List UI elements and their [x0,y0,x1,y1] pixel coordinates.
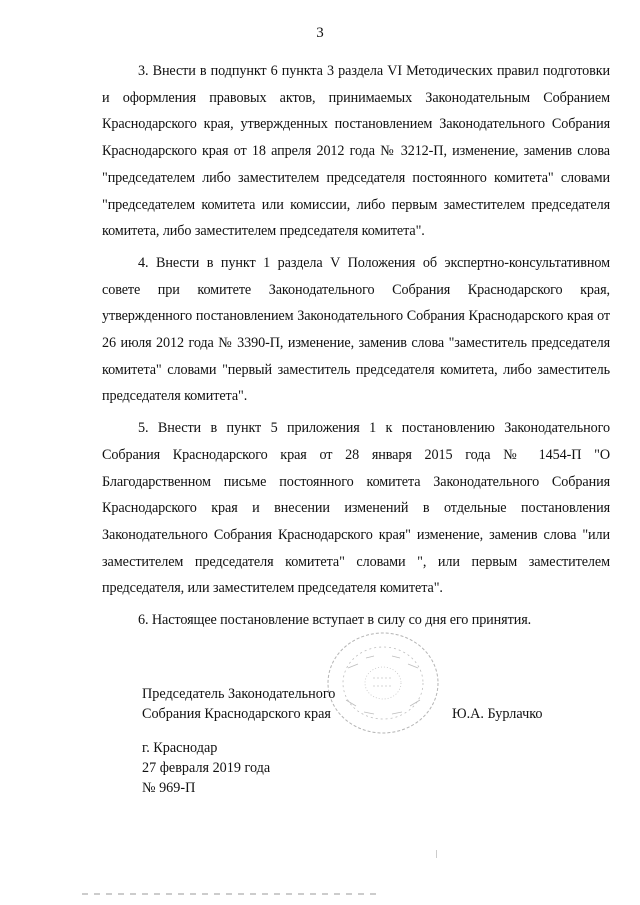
document-date: 27 февраля 2019 года [142,760,271,776]
paragraph-4: 4. Внести в пункт 1 раздела V Положения об экспертно-консультативном совете при комитете Законодательного Собрания Краснодарского края, утвержденного постановлением Законодательного Собрания Краснодарского края от 26 июля 2012 года № 3390-П, изменение, заменив слова "заместитель председателя комитета" словами "первый заместитель председателя комитета, либо заместитель председателя комитета". [102,254,610,405]
city: г. Краснодар [142,740,218,756]
document-body [102,58,610,639]
place-date-block [142,738,270,798]
signatory-name: Ю.А. Бурлачко [452,706,543,722]
signatory-title-line-1: Председатель Законодательного [142,686,336,702]
page-number: 3 [316,25,324,41]
paragraph-5: 5. Внести в пункт 5 приложения 1 к постановлению Законодательного Собрания Краснодарского края от 28 января 2015 года № 1454-П "О Благодарственном письме постоянного комитета Законодательного Собрания Краснодарского края и внесении изменений в отдельные постановления Законодательного Собрания Краснодарского края" изменение, заменив слова "или заместителем председателя комитета" словами ", или первым заместителем председателя, или заместителем председателя комитета". [102,420,610,597]
scan-artifact [436,850,437,858]
footer-dashed-line [82,893,382,895]
seal-stamp-icon [318,628,448,738]
paragraph-6: 6. Настоящее постановление вступает в силу со дня его принятия. [138,612,532,629]
paragraph-3: 3. Внести в подпункт 6 пункта 3 раздела VI Методических правил подготовки и оформления правовых актов, принимаемых Законодательным Собранием Краснодарского края, утвержденных постановлением Законодательного Собрания Краснодарского края от 18 апреля 2012 года № 3212-П, изменение, заменив слова "председателем либо заместителем председателя постоянного комитета" словами "председателем комитета или комиссии, либо первым заместителем председателя комитета, либо заместителем председателя комитета". [102,63,610,240]
document-number: № 969-П [142,780,196,796]
signatory-title-line-2: Собрания Краснодарского края [142,706,331,722]
signatory-title [142,684,335,724]
